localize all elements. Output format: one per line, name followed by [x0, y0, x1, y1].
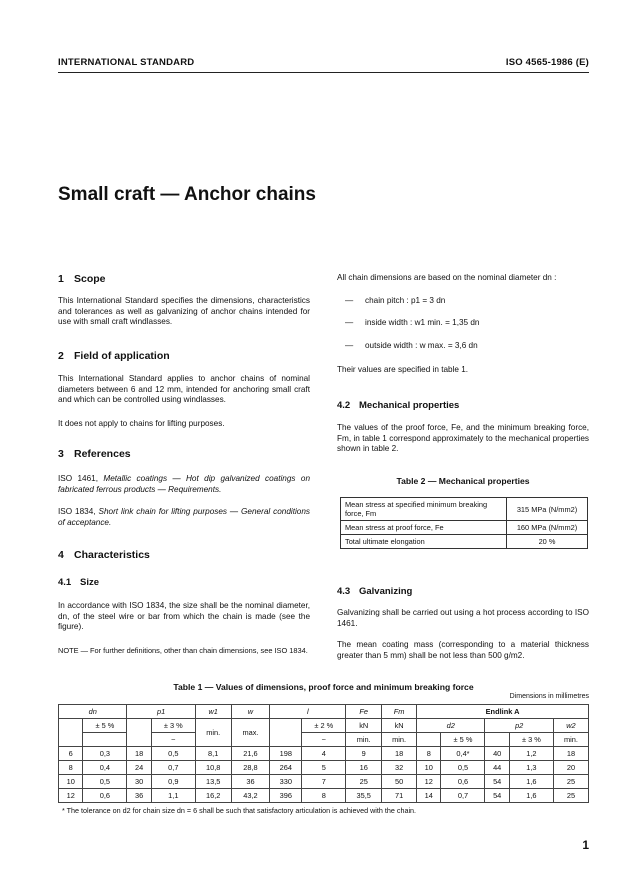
- header-cell: [83, 733, 127, 747]
- section-number: 4: [58, 549, 64, 561]
- header-cell: min.: [195, 719, 231, 747]
- table1-caption: Table 1 — Values of dimensions, proof force and minimum breaking force: [173, 682, 474, 692]
- table-row: [341, 498, 588, 521]
- header-cell: ± 5 %: [83, 719, 127, 733]
- reference-code: ISO 1834,: [58, 507, 96, 516]
- dimension-item-pitch: — chain pitch : p1 = 3 dn: [345, 296, 446, 305]
- section-title: Characteristics: [74, 549, 150, 561]
- col-header-w1: w1: [195, 705, 231, 719]
- table-cell: 28,8: [231, 761, 270, 775]
- table-cell-label: Mean stress at proof force, Fe: [341, 521, 507, 535]
- scope-text: This International Standard specifies the dimensions, characteristics and tolerances as well as galvanizing of anchor chains intended for use with small craft windlasses.: [58, 296, 310, 326]
- table-cell: 25: [553, 789, 588, 803]
- section-number: 4.2: [337, 400, 351, 411]
- table-cell: 198: [270, 747, 302, 761]
- table-cell: 1,6: [509, 775, 553, 789]
- table-cell: 0,7: [151, 761, 195, 775]
- section-number: 3: [58, 448, 64, 460]
- table-cell: 14: [417, 789, 441, 803]
- table-cell: 1,3: [509, 761, 553, 775]
- col-header-l: l: [270, 705, 346, 719]
- table-cell: 0,3: [83, 747, 127, 761]
- col-header-fm: Fm: [382, 705, 417, 719]
- section-title: Galvanizing: [359, 586, 413, 597]
- table-header-row: [59, 719, 589, 733]
- page-number: 1: [582, 838, 589, 852]
- table-cell: 0,7: [441, 789, 485, 803]
- table-cell: 71: [382, 789, 417, 803]
- table-cell: 30: [127, 775, 151, 789]
- col-header-w2: w2: [553, 719, 588, 733]
- table-cell: 50: [382, 775, 417, 789]
- galvanizing-text-1: Galvanizing shall be carried out using a hot process according to ISO 1461.: [337, 608, 589, 628]
- table-cell: 44: [485, 761, 509, 775]
- reference-code: ISO 1461,: [58, 474, 98, 483]
- table-cell: 18: [127, 747, 151, 761]
- section-number: 4.1: [58, 577, 72, 588]
- table-cell: 54: [485, 775, 509, 789]
- header-cell: [417, 733, 441, 747]
- table-cell: 36: [127, 789, 151, 803]
- table-cell-label: Total ultimate elongation: [341, 535, 507, 549]
- section-title: Field of application: [74, 350, 170, 362]
- table-cell: 13,5: [195, 775, 231, 789]
- header-cell: ± 3 %: [151, 719, 195, 733]
- header-cell: kN: [382, 719, 417, 733]
- table-cell: 21,6: [231, 747, 270, 761]
- section-title: References: [74, 448, 131, 460]
- header-cell: ± 2 %: [302, 719, 346, 733]
- dimension-item-outside-width: — outside width : w max. = 3,6 dn: [345, 341, 478, 350]
- table-row: [59, 747, 589, 761]
- reference-title: Short link chain for lifting purposes — General conditions of acceptance.: [58, 507, 310, 527]
- section-mechanical-heading: [337, 400, 459, 411]
- header-cell: ~: [302, 733, 346, 747]
- table-cell-label: Mean stress at specified minimum breaking force, Fm: [341, 498, 507, 521]
- table-row: [341, 535, 588, 549]
- table-row: [59, 775, 589, 789]
- table-cell: 10: [417, 761, 441, 775]
- table-cell: 6: [59, 747, 83, 761]
- table-cell: 5: [302, 761, 346, 775]
- table-cell: 16,2: [195, 789, 231, 803]
- header-standard-label: INTERNATIONAL STANDARD: [58, 57, 195, 68]
- table-cell: 16: [346, 761, 382, 775]
- table-cell: 35,5: [346, 789, 382, 803]
- col-header-dn: dn: [59, 705, 127, 719]
- section-field-heading: [58, 350, 170, 362]
- table-cell-value: 20 %: [507, 535, 588, 549]
- galvanizing-text-2: The mean coating mass (corresponding to a material thickness greater than 5 mm) shall be not less than 500 g/m2.: [337, 640, 589, 660]
- table-cell: 0,5: [151, 747, 195, 761]
- header-cell: kN: [346, 719, 382, 733]
- reference-iso-1834: [58, 507, 310, 528]
- field-text-1: This International Standard applies to anchor chains of nominal diameters between 6 and 12 mm, intended for anchoring small craft and which can be controlled using windlasses.: [58, 374, 310, 404]
- table-cell: 1,2: [509, 747, 553, 761]
- table2-caption: Table 2 — Mechanical properties: [396, 476, 530, 486]
- section-scope-heading: [58, 273, 106, 285]
- header-cell: max.: [231, 719, 270, 747]
- table1-dimensions: [58, 704, 589, 803]
- section-number: 4.3: [337, 586, 351, 597]
- table-cell: 40: [485, 747, 509, 761]
- table-cell-value: 315 MPa (N/mm2): [507, 498, 588, 521]
- table-cell: 0,4: [83, 761, 127, 775]
- table-cell: 0,6: [441, 775, 485, 789]
- table-cell: 8: [417, 747, 441, 761]
- table-cell: 24: [127, 761, 151, 775]
- header-cell: [127, 719, 151, 747]
- table-cell: 18: [553, 747, 588, 761]
- table-cell: 1,6: [509, 789, 553, 803]
- section-number: 2: [58, 350, 64, 362]
- section-title: Scope: [74, 273, 106, 285]
- table-cell-value: 160 MPa (N/mm2): [507, 521, 588, 535]
- header-doc-code: ISO 4565-1986 (E): [505, 57, 589, 68]
- dimension-item-inside-width: — inside width : w1 min. = 1,35 dn: [345, 318, 480, 327]
- header-rule: [58, 72, 589, 73]
- col-header-fe: Fe: [346, 705, 382, 719]
- document-title: Small craft — Anchor chains: [58, 184, 316, 205]
- table-cell: 7: [302, 775, 346, 789]
- table-cell: 8,1: [195, 747, 231, 761]
- section-references-heading: [58, 448, 131, 460]
- table-cell: 1,1: [151, 789, 195, 803]
- header-cell: ± 5 %: [441, 733, 485, 747]
- table-row: [59, 761, 589, 775]
- header-cell: ~: [151, 733, 195, 747]
- table-cell: 9: [346, 747, 382, 761]
- dimension-item-text: chain pitch : p1 = 3 dn: [365, 296, 446, 305]
- col-header-endlink: Endlink A: [417, 705, 589, 719]
- field-text-2: It does not apply to chains for lifting purposes.: [58, 419, 225, 428]
- table-cell: 36: [231, 775, 270, 789]
- table-cell: 8: [59, 761, 83, 775]
- col-header-p2: p2: [485, 719, 553, 733]
- reference-iso-1461: [58, 474, 310, 495]
- table-cell: 0,9: [151, 775, 195, 789]
- table-cell: 25: [553, 775, 588, 789]
- table-cell: 0,5: [83, 775, 127, 789]
- table-cell: 330: [270, 775, 302, 789]
- section-title: Mechanical properties: [359, 400, 460, 411]
- col-header-p1: p1: [127, 705, 195, 719]
- table-row: [341, 521, 588, 535]
- table-cell: 54: [485, 789, 509, 803]
- header-cell: [59, 719, 83, 747]
- dimension-item-text: inside width : w1 min. = 1,35 dn: [365, 318, 480, 327]
- size-text: In accordance with ISO 1834, the size shall be the nominal diameter, dn, of the steel wire or bar from which the chain is made (see the figure).: [58, 601, 310, 631]
- col-header-d2: d2: [417, 719, 485, 733]
- table-cell: 32: [382, 761, 417, 775]
- table-cell: 12: [59, 789, 83, 803]
- table-cell: 12: [417, 775, 441, 789]
- section-title: Size: [80, 577, 100, 588]
- header-cell: [270, 719, 302, 747]
- header-cell: min.: [553, 733, 588, 747]
- table-cell: 10,8: [195, 761, 231, 775]
- table-header-row: [59, 705, 589, 719]
- table-cell: 0,5: [441, 761, 485, 775]
- header-cell: min.: [382, 733, 417, 747]
- section-characteristics-heading: [58, 549, 150, 561]
- table-cell: 0,4*: [441, 747, 485, 761]
- col-header-w: w: [231, 705, 270, 719]
- table-cell: 18: [382, 747, 417, 761]
- table-cell: 20: [553, 761, 588, 775]
- table-cell: 264: [270, 761, 302, 775]
- dimension-item-text: outside width : w max. = 3,6 dn: [365, 341, 478, 350]
- table-row: [59, 789, 589, 803]
- table-cell: 4: [302, 747, 346, 761]
- header-cell: min.: [346, 733, 382, 747]
- section-size-heading: [58, 577, 99, 588]
- dimensions-intro: All chain dimensions are based on the nominal diameter dn :: [337, 273, 557, 282]
- table-cell: 10: [59, 775, 83, 789]
- table1-footnote: * The tolerance on d2 for chain size dn = 6 shall be such that satisfactory articulation is achieved with the chain.: [62, 806, 417, 815]
- size-note: NOTE — For further definitions, other than chain dimensions, see ISO 1834.: [58, 646, 308, 655]
- header-cell: [485, 733, 509, 747]
- dimensions-outro: Their values are specified in table 1.: [337, 365, 469, 374]
- table-cell: 8: [302, 789, 346, 803]
- section-galvanizing-heading: [337, 586, 412, 597]
- table-cell: 25: [346, 775, 382, 789]
- header-cell: ± 3 %: [509, 733, 553, 747]
- table-cell: 0,6: [83, 789, 127, 803]
- table-cell: 43,2: [231, 789, 270, 803]
- table-cell: 396: [270, 789, 302, 803]
- table1-units: Dimensions in millimetres: [509, 693, 589, 700]
- table2-mechanical-properties: [340, 497, 588, 549]
- mechanical-text: The values of the proof force, Fe, and the minimum breaking force, Fm, in table 1 correspond approximately to the mechanical properties shown in table 2.: [337, 423, 589, 453]
- section-number: 1: [58, 273, 64, 285]
- reference-title: Metallic coatings — Hot dip galvanized coatings on fabricated ferrous products — Requirements.: [58, 474, 311, 494]
